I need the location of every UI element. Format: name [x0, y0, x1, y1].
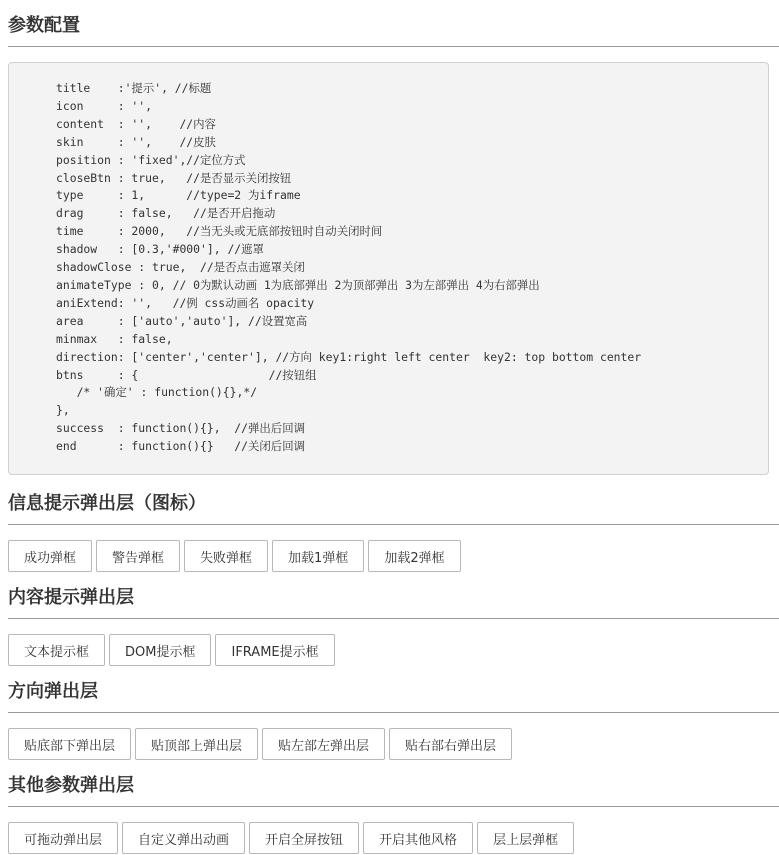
code-line: area : ['auto','auto'], //设置宽高 — [56, 313, 308, 328]
loading2-popup-button[interactable]: 加载2弹框 — [368, 540, 460, 572]
code-line: drag : false, //是否开启拖动 — [56, 206, 276, 221]
direction-button-group — [8, 728, 779, 760]
other-section-title: 其他参数弹出层 — [8, 774, 779, 807]
top-popup-button[interactable]: 贴顶部上弹出层 — [135, 728, 258, 760]
code-line: shadow : [0.3,'#000'], //遮罩 — [56, 242, 264, 257]
code-line: position : 'fixed',//定位方式 — [56, 152, 246, 167]
text-popup-button[interactable]: 文本提示框 — [8, 634, 105, 666]
code-line: shadowClose : true, //是否点击遮罩关闭 — [56, 260, 305, 275]
code-line: type : 1, //type=2 为iframe — [56, 188, 301, 203]
info-section-title: 信息提示弹出层（图标） — [8, 492, 779, 525]
code-line: aniExtend: '', //例 css动画名 opacity — [56, 295, 315, 310]
code-line: time : 2000, //当无头或无底部按钮时自动关闭时间 — [56, 224, 383, 239]
iframe-popup-button[interactable]: IFRAME提示框 — [215, 634, 334, 666]
code-line: minmax : false, — [56, 331, 173, 346]
info-button-group — [8, 540, 779, 572]
code-line: btns : { //按钮组 — [56, 367, 317, 382]
other-button-group — [8, 822, 779, 854]
config-code-block — [8, 62, 769, 475]
custom-animation-button[interactable]: 自定义弹出动画 — [122, 822, 245, 854]
warning-popup-button[interactable]: 警告弹框 — [96, 540, 180, 572]
content-section-title: 内容提示弹出层 — [8, 586, 779, 619]
error-popup-button[interactable]: 失败弹框 — [184, 540, 268, 572]
code-line: /* '确定' : function(){},*/ — [56, 385, 258, 400]
code-line: icon : '', — [56, 98, 153, 113]
code-line: success : function(){}, //弹出后回调 — [56, 421, 305, 436]
loading1-popup-button[interactable]: 加载1弹框 — [272, 540, 364, 572]
code-line: direction: ['center','center'], //方向 key1:right left center key2: top bottom center — [56, 349, 642, 364]
fullscreen-button[interactable]: 开启全屏按钮 — [249, 822, 359, 854]
page — [8, 14, 779, 854]
code-line: end : function(){} //关闭后回调 — [56, 439, 305, 454]
code-line: animateType : 0, // 0为默认动画 1为底部弹出 2为顶部弹出 3为左部弹出 4为右部弹出 — [56, 277, 540, 292]
code-line: closeBtn : true, //是否显示关闭按钮 — [56, 170, 292, 185]
draggable-popup-button[interactable]: 可拖动弹出层 — [8, 822, 118, 854]
code-line: title :'提示', //标题 — [56, 81, 212, 95]
dom-popup-button[interactable]: DOM提示框 — [109, 634, 211, 666]
left-popup-button[interactable]: 贴左部左弹出层 — [262, 728, 385, 760]
success-popup-button[interactable]: 成功弹框 — [8, 540, 92, 572]
bottom-popup-button[interactable]: 贴底部下弹出层 — [8, 728, 131, 760]
nested-popup-button[interactable]: 层上层弹框 — [477, 822, 574, 854]
right-popup-button[interactable]: 贴右部右弹出层 — [389, 728, 512, 760]
other-style-button[interactable]: 开启其他风格 — [363, 822, 473, 854]
config-section-title: 参数配置 — [8, 14, 779, 47]
code-line: skin : '', //皮肤 — [56, 134, 216, 149]
code-line: content : '', //内容 — [56, 116, 216, 131]
direction-section-title: 方向弹出层 — [8, 680, 779, 713]
content-button-group — [8, 634, 779, 666]
code-line: }, — [56, 403, 70, 418]
